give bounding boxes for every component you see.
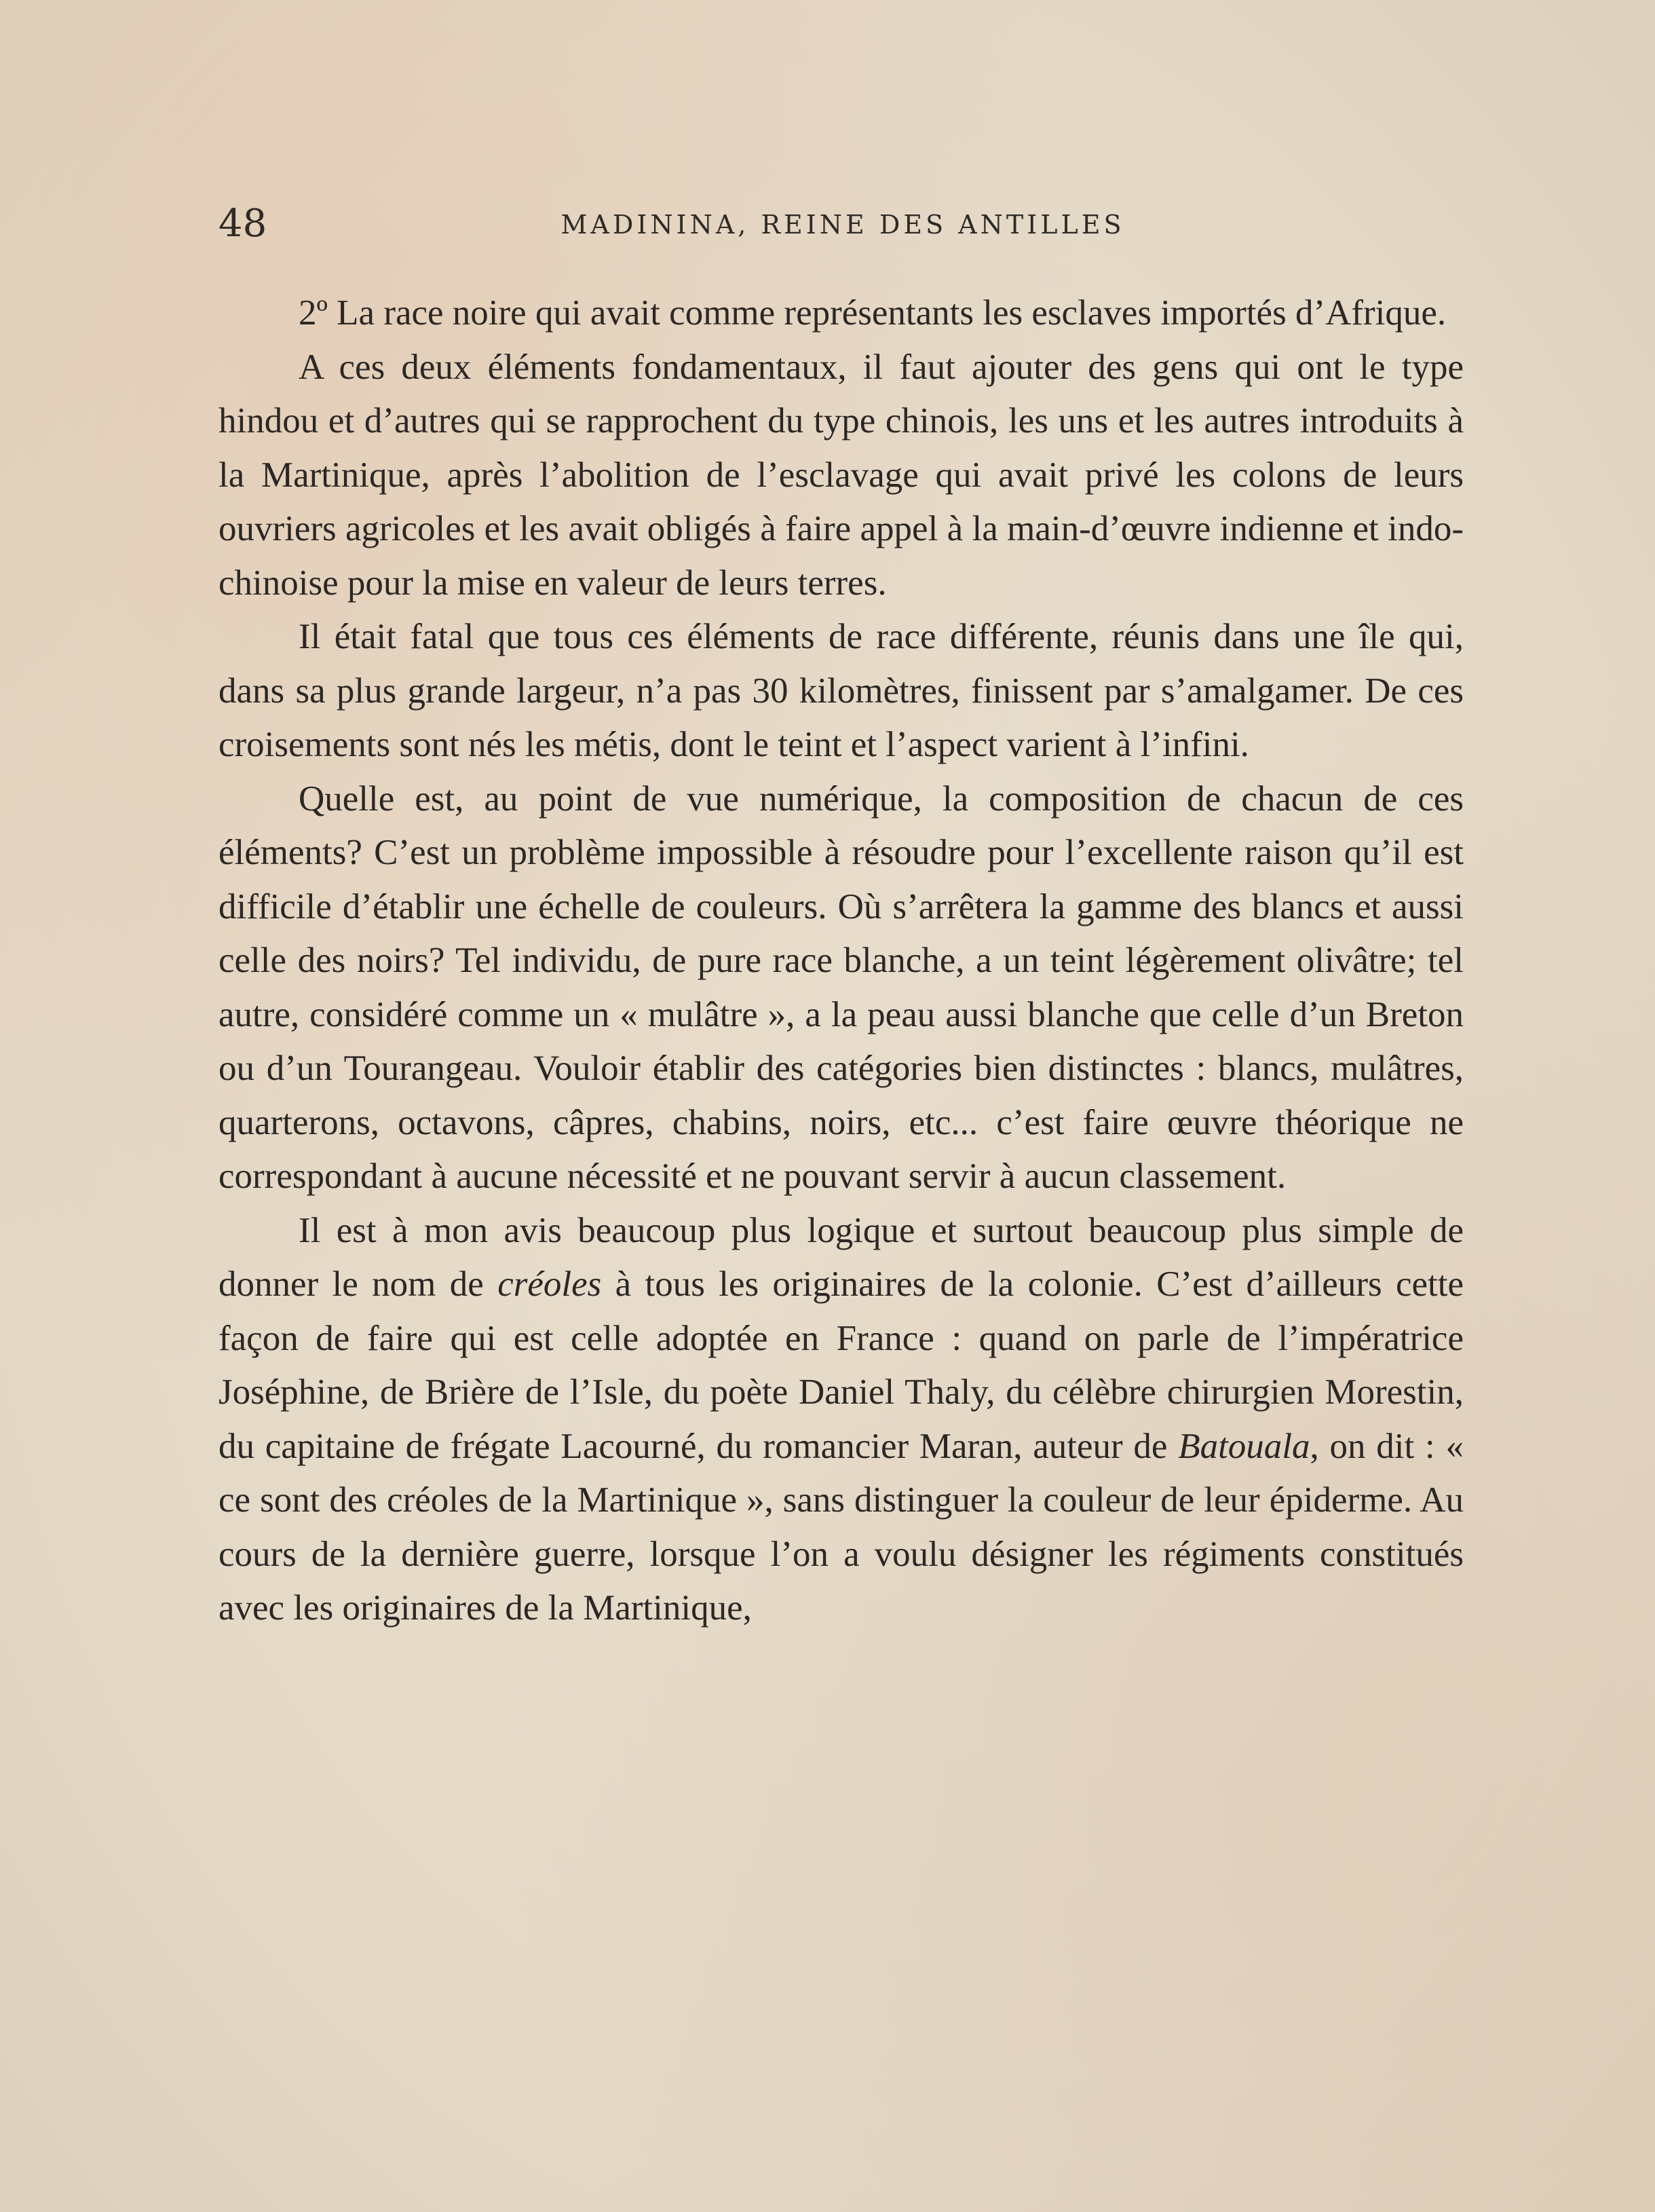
running-title: MADININA, REINE DES ANTILLES [560,210,1125,240]
body-text [218,286,1464,1636]
paragraph-text: , on dit : « ce sont des créoles de la Martinique », sans distinguer la couleur de leur épiderme. Au cours de la dernière guerre, lorsque l’on a voulu désigner les régiments constitués avec les originaires de la Martinique, [218,1426,1464,1628]
paragraph [218,772,1464,1204]
italic-term: créoles [497,1264,602,1304]
paragraph [218,286,1464,341]
paragraph [218,610,1464,772]
paragraph [218,1204,1464,1636]
paragraph-text: Il est à mon avis beaucoup plus logique et surtout beaucoup plus simple de donner le nom de [218,1210,1464,1304]
italic-term: Batouala [1178,1426,1310,1466]
paragraph-text: 2º La race noire qui avait comme représentants les esclaves importés d’Afrique. [299,293,1447,333]
paragraph-text: A ces deux éléments fondamentaux, il faut ajouter des gens qui ont le type hindou et d’autres qui se rapprochent du type chinois, les uns et les autres introduits à la Martinique, après l’abolition de l’esclavage qui avait privé les colons de leurs ouvriers agricoles et les avait obligés à faire appel à la main-d’œuvre indienne et indo-chinoise pour la mise en valeur de leurs terres. [218,347,1464,603]
paragraph [218,341,1464,611]
paragraph-text: Il était fatal que tous ces éléments de race différente, réunis dans une île qui, dans sa plus grande largeur, n’a pas 30 kilomètres, finissent par s’amalgamer. De ces croisements sont nés les métis, dont le teint et l’aspect varient à l’infini. [218,617,1464,764]
page-number: 48 [218,202,267,246]
paragraph-text: Quelle est, au point de vue numérique, la composition de chacun de ces éléments? C’est un problème impossible à résoudre pour l’excellente raison qu’il est difficile d’établir une échelle de couleurs. Où s’arrêtera la gamme des blancs et aussi celle des noirs? Tel individu, de pure race blanche, a un teint légèrement olivâtre; tel autre, considéré comme un « mulâtre », a la peau aussi blanche que celle d’un Breton ou d’un Tourangeau. Vouloir établir des catégories bien distinctes : blancs, mulâtres, quarterons, octavons, câpres, chabins, noirs, etc... c’est faire œuvre théorique ne correspondant à aucune nécessité et ne pouvant servir à aucun classement. [218,779,1464,1196]
page-header [218,197,1467,251]
paragraph-text: à tous les originaires de la colonie. C’est d’ailleurs cette façon de faire qui est celle adoptée en France : quand on parle de l’impératrice Joséphine, de Brière de l’Isle, du poète Daniel Thaly, du célèbre chirurgien Morestin, du capitaine de frégate Lacourné, du romancier Maran, auteur de [218,1264,1464,1466]
